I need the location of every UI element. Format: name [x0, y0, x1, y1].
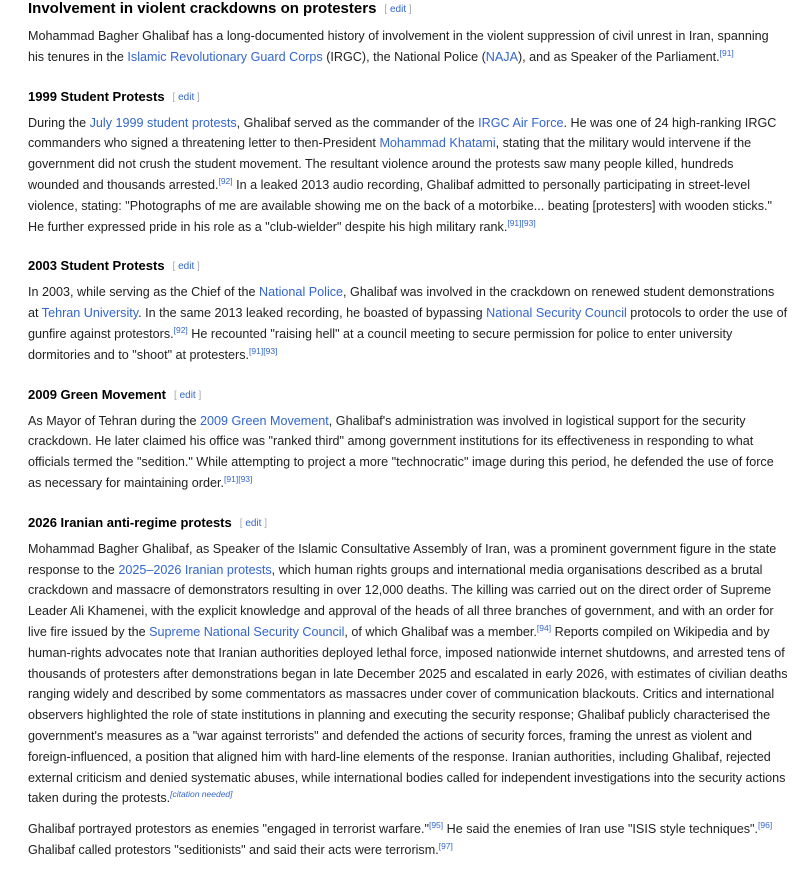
- paragraph-1999: [28, 113, 788, 238]
- citation-link[interactable]: [91]: [719, 47, 734, 58]
- subsection-title: 2026 Iranian anti-regime protests: [28, 514, 232, 530]
- citation-link[interactable]: [95]: [428, 820, 444, 831]
- paragraph-2003: [28, 282, 788, 365]
- citation-link[interactable]: [94]: [536, 622, 552, 633]
- citation-93: [522, 218, 536, 228]
- link-national-security-council[interactable]: National Security Council: [486, 306, 627, 321]
- edit-link[interactable]: edit: [178, 91, 195, 103]
- edit-link[interactable]: edit: [389, 4, 407, 15]
- edit-section-link: [ edit ]: [172, 91, 200, 103]
- text: Ghalibaf portrayed protestors as enemies "engaged in terrorist warfare.": [28, 822, 429, 837]
- paragraph-2026-2: [28, 819, 788, 861]
- citation-link[interactable]: [92]: [218, 175, 233, 186]
- citation-92: [218, 176, 232, 186]
- citation-97: [439, 841, 453, 851]
- subsection-heading-2003: [28, 257, 788, 275]
- subsection-heading-1999: [28, 88, 788, 106]
- text: ), and as Speaker of the Parliament.: [517, 49, 720, 64]
- text: Reports compiled on Wikipedia and by human-rights advocates note that Iranian authorities deployed lethal force, imposed nationwide internet shutdowns, and arrested tens of thousands of protesters after demonstrations began in late December 2025 and escalated in early 2026, with estimates of civilian deaths ranging widely and described by some commentators as massacres under cover of communication blackouts. Critics and international observers highlighted the role of state institutions in planning and executing the security response; Ghalibaf publicly characterised the government's measures as a "war against terrorists" and defended the actions of security forces, framing the unrest as violent and foreign-influenced, a position that aligned him with hard-line elements of the response. Iranian authorities, including Ghalibaf, rejected external criticism and denied systematic abuses, while international bodies called for independent investigations into the security actions taken during the protests.: [28, 624, 788, 806]
- text: Ghalibaf called protestors "seditionists" and said their acts were terrorism.: [28, 842, 439, 857]
- text: , Ghalibaf was involved in the crackdown on renewed student demonstrations at: [28, 285, 775, 321]
- citation-91: [224, 474, 238, 484]
- edit-section-link: [ edit ]: [172, 261, 200, 273]
- link-mohammad-khatami[interactable]: Mohammad Khatami: [379, 136, 496, 151]
- section-title: Involvement in violent crackdowns on protesters: [28, 0, 377, 17]
- intro-paragraph: [28, 26, 788, 68]
- edit-section-link: [ edit ]: [384, 4, 412, 15]
- citation-link[interactable]: [92]: [173, 324, 188, 335]
- subsection-heading-2009: [28, 386, 788, 404]
- citation-95: [429, 820, 443, 830]
- text: (IRGC), the National Police (: [322, 49, 486, 64]
- link-2009-green-movement[interactable]: 2009 Green Movement: [199, 413, 329, 428]
- link-naja[interactable]: NAJA: [485, 49, 518, 64]
- link-irgc[interactable]: Islamic Revolutionary Guard Corps: [127, 49, 323, 64]
- text: protocols to order the use of gunfire against protestors.: [28, 306, 788, 341]
- link-2025-2026-iranian-protests[interactable]: 2025–2026 Iranian protests: [118, 562, 272, 577]
- citation-93: [238, 474, 252, 484]
- subsection-heading-2026: [28, 514, 788, 532]
- citation-93: [263, 346, 277, 356]
- edit-link[interactable]: edit: [179, 389, 196, 401]
- citation-needed: [170, 789, 232, 799]
- text: Mohammad Bagher Ghalibaf has a long-documented history of involvement in the violent suppression of civil unrest in Iran, spanning his tenures in the: [28, 29, 769, 64]
- link-july-1999-protests[interactable]: July 1999 student protests: [89, 115, 237, 130]
- text: As Mayor of Tehran during the: [28, 413, 200, 428]
- text: . He was one of 24 high-ranking IRGC commanders who signed a threatening letter to then-President: [28, 115, 777, 151]
- link-supreme-national-security-council[interactable]: Supreme National Security Council: [149, 624, 345, 639]
- subsection-title: 1999 Student Protests: [28, 88, 165, 104]
- citation-link[interactable]: [93]: [521, 217, 536, 228]
- citation-needed-link[interactable]: [citation needed]: [170, 789, 233, 800]
- paragraph-2026-1: [28, 539, 788, 809]
- text: , Ghalibaf served as the commander of the: [236, 115, 479, 130]
- section-heading-crackdowns: [28, 0, 788, 18]
- citation-92: [174, 325, 188, 335]
- citation-link[interactable]: [93]: [263, 345, 278, 356]
- text: . In the same 2013 leaked recording, he boasted of bypassing: [138, 306, 487, 321]
- link-tehran-university[interactable]: Tehran University: [41, 306, 139, 321]
- edit-section-link: [ edit ]: [174, 389, 202, 401]
- text: In 2003, while serving as the Chief of the: [28, 285, 260, 300]
- edit-section-link: [ edit ]: [239, 517, 267, 529]
- text: , which human rights groups and international media organisations described as a brutal crackdown and massacre of demonstrators resulting in over 12,000 deaths. The killing was carried out on the direct order of Supreme Leader Ali Khamenei, with the explicit knowledge and approval of the heads of all three branches of government, and with an order for live fire issued by the: [28, 562, 774, 639]
- text: , Ghalibaf's administration was involved in logistical support for the security crackdown. He later claimed his office was "ranked third" among government institutions for its effectiveness in responding to what officials termed the "sedition." While attempting to project a more "technocratic" image during this period, he defended the use of force as necessary for maintaining order.: [28, 413, 774, 490]
- link-national-police[interactable]: National Police: [259, 285, 344, 300]
- citation-link[interactable]: [91]: [507, 217, 522, 228]
- text: Mohammad Bagher Ghalibaf, as Speaker of the Islamic Consultative Assembly of Iran, was a prominent government figure in the state response to the: [28, 541, 777, 577]
- citation-94: [537, 623, 551, 633]
- citation-link[interactable]: [91]: [249, 345, 264, 356]
- paragraph-2009: [28, 411, 788, 494]
- text: During the: [28, 115, 90, 130]
- citation-link[interactable]: [91]: [224, 473, 239, 484]
- citation-link[interactable]: [96]: [758, 820, 773, 831]
- subsection-title: 2003 Student Protests: [28, 258, 165, 274]
- citation-link[interactable]: [97]: [438, 840, 453, 851]
- text: In a leaked 2013 audio recording, Ghalibaf admitted to personally participating in street-level violence, stating: "Photographs of me are available showing me on the back of a motorbike... beating [protesters] with wooden sticks." He further expressed pride in his role as a "club-wielder" despite his high military rank.: [28, 177, 772, 234]
- text: , of which Ghalibaf was a member.: [344, 624, 537, 639]
- subsection-title: 2009 Green Movement: [28, 386, 167, 402]
- citation-91: [507, 218, 521, 228]
- edit-link[interactable]: edit: [178, 261, 195, 273]
- citation-91: [249, 346, 263, 356]
- citation-91: [720, 48, 734, 58]
- text: He recounted "raising hell" at a council meeting to secure permission for police to enter university dormitories and to "shoot" at protesters.: [28, 326, 733, 362]
- text: He said the enemies of Iran use "ISIS style techniques".: [443, 822, 758, 837]
- link-irgc-air-force[interactable]: IRGC Air Force: [478, 115, 564, 130]
- citation-link[interactable]: [93]: [238, 473, 253, 484]
- citation-96: [758, 820, 772, 830]
- text: , stating that the military would intervene if the government did not crush the student movement. The resultant violence around the protests saw many people killed, hundreds wounded and thousands arrested.: [28, 136, 752, 192]
- edit-link[interactable]: edit: [245, 517, 262, 529]
